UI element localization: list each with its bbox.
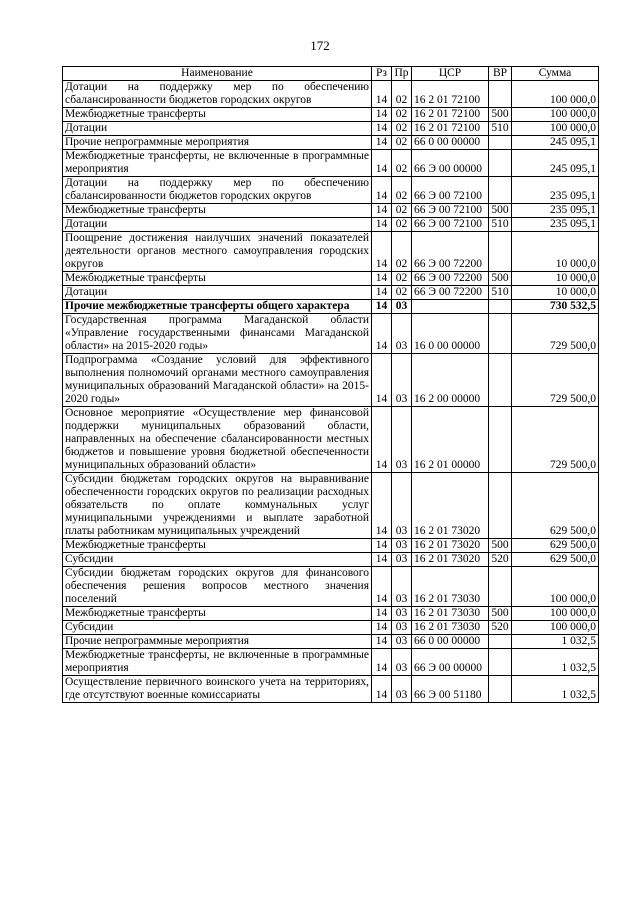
row-sum-cell: 10 000,0 <box>512 286 599 300</box>
row-vr-cell: 500 <box>489 204 512 218</box>
row-csr-cell: 16 0 00 00000 <box>412 314 489 354</box>
row-pr-cell: 03 <box>392 300 412 314</box>
row-sum-cell: 100 000,0 <box>512 81 599 108</box>
row-rz-cell: 14 <box>372 553 392 567</box>
row-name-cell: Дотации на поддержку мер по обеспечению сбалансированности бюджетов городских округов <box>63 81 372 108</box>
row-sum-cell: 629 500,0 <box>512 553 599 567</box>
header-rz: Рз <box>372 67 392 81</box>
row-name-cell: Дотации на поддержку мер по обеспечению сбалансированности бюджетов городских округов <box>63 177 372 204</box>
row-sum-cell: 729 500,0 <box>512 407 599 473</box>
row-pr-cell: 02 <box>392 204 412 218</box>
row-sum-cell: 10 000,0 <box>512 232 599 272</box>
table-row <box>63 81 599 108</box>
row-sum-cell: 100 000,0 <box>512 122 599 136</box>
table-row <box>63 621 599 635</box>
header-name: Наименование <box>63 67 372 81</box>
row-name-cell: Межбюджетные трансферты <box>63 607 372 621</box>
table-row <box>63 177 599 204</box>
row-vr-cell: 520 <box>489 621 512 635</box>
row-rz-cell: 14 <box>372 122 392 136</box>
row-vr-cell <box>489 314 512 354</box>
row-pr-cell: 02 <box>392 81 412 108</box>
row-csr-cell: 66 Э 00 72200 <box>412 286 489 300</box>
row-sum-cell: 729 500,0 <box>512 314 599 354</box>
row-vr-cell <box>489 150 512 177</box>
page-number: 172 <box>310 38 330 53</box>
row-sum-cell: 245 095,1 <box>512 136 599 150</box>
row-sum-cell: 235 095,1 <box>512 204 599 218</box>
row-name-cell: Межбюджетные трансферты <box>63 272 372 286</box>
row-vr-cell: 510 <box>489 286 512 300</box>
row-name-cell: Прочие межбюджетные трансферты общего характера <box>63 300 372 314</box>
row-vr-cell <box>489 177 512 204</box>
row-vr-cell: 500 <box>489 607 512 621</box>
row-sum-cell: 245 095,1 <box>512 150 599 177</box>
row-pr-cell: 03 <box>392 649 412 676</box>
row-csr-cell: 16 2 01 73030 <box>412 607 489 621</box>
row-name-cell: Межбюджетные трансферты, не включенные в программные мероприятия <box>63 150 372 177</box>
row-pr-cell: 02 <box>392 272 412 286</box>
row-csr-cell: 66 Э 00 72200 <box>412 232 489 272</box>
row-rz-cell: 14 <box>372 81 392 108</box>
row-rz-cell: 14 <box>372 473 392 539</box>
row-vr-cell <box>489 232 512 272</box>
row-pr-cell: 03 <box>392 635 412 649</box>
row-name-cell: Межбюджетные трансферты <box>63 108 372 122</box>
header-pr: Пр <box>392 67 412 81</box>
row-csr-cell: 66 Э 00 72200 <box>412 272 489 286</box>
row-name-cell: Субсидии бюджетам городских округов на выравнивание обеспеченности городских округов по реализации расходных обязательств по оплате коммунальных услуг муниципальными учреждениями и выплате заработной платы работникам муниципальных учреждений <box>63 473 372 539</box>
row-csr-cell: 16 2 01 72100 <box>412 122 489 136</box>
row-sum-cell: 235 095,1 <box>512 177 599 204</box>
row-vr-cell: 520 <box>489 553 512 567</box>
row-vr-cell <box>489 354 512 407</box>
table-body <box>63 81 599 703</box>
row-pr-cell: 02 <box>392 232 412 272</box>
row-csr-cell <box>412 300 489 314</box>
header-vr: ВР <box>489 67 512 81</box>
row-pr-cell: 03 <box>392 354 412 407</box>
row-pr-cell: 02 <box>392 177 412 204</box>
row-rz-cell: 14 <box>372 300 392 314</box>
row-pr-cell: 03 <box>392 407 412 473</box>
row-rz-cell: 14 <box>372 204 392 218</box>
row-pr-cell: 02 <box>392 108 412 122</box>
table-row <box>63 314 599 354</box>
table-row <box>63 635 599 649</box>
row-name-cell: Государственная программа Магаданской области «Управление государственными финансами Магаданской области» на 2015-2020 годы» <box>63 314 372 354</box>
row-name-cell: Дотации <box>63 286 372 300</box>
table-row <box>63 122 599 136</box>
row-rz-cell: 14 <box>372 286 392 300</box>
row-csr-cell: 16 2 01 73030 <box>412 621 489 635</box>
row-rz-cell: 14 <box>372 567 392 607</box>
row-vr-cell <box>489 676 512 703</box>
row-sum-cell: 629 500,0 <box>512 539 599 553</box>
row-name-cell: Подпрограмма «Создание условий для эффективного выполнения полномочий органами местного самоуправления муниципальных образований Магаданской области» на 2015-2020 годы» <box>63 354 372 407</box>
row-name-cell: Дотации <box>63 218 372 232</box>
row-rz-cell: 14 <box>372 177 392 204</box>
row-rz-cell: 14 <box>372 218 392 232</box>
row-name-cell: Осуществление первичного воинского учета на территориях, где отсутствуют военные комиссариаты <box>63 676 372 703</box>
row-name-cell: Субсидии <box>63 621 372 635</box>
table-row <box>63 218 599 232</box>
row-pr-cell: 02 <box>392 150 412 177</box>
table-row <box>63 136 599 150</box>
table-row <box>63 300 599 314</box>
row-vr-cell: 510 <box>489 122 512 136</box>
row-pr-cell: 03 <box>392 607 412 621</box>
row-sum-cell: 730 532,5 <box>512 300 599 314</box>
row-vr-cell: 510 <box>489 218 512 232</box>
table-row <box>63 272 599 286</box>
row-sum-cell: 10 000,0 <box>512 272 599 286</box>
row-vr-cell <box>489 300 512 314</box>
row-vr-cell: 500 <box>489 539 512 553</box>
table-row <box>63 539 599 553</box>
row-sum-cell: 235 095,1 <box>512 218 599 232</box>
row-rz-cell: 14 <box>372 314 392 354</box>
row-csr-cell: 66 0 00 00000 <box>412 136 489 150</box>
row-csr-cell: 16 2 01 73020 <box>412 539 489 553</box>
row-name-cell: Дотации <box>63 122 372 136</box>
row-rz-cell: 14 <box>372 108 392 122</box>
row-sum-cell: 1 032,5 <box>512 676 599 703</box>
table-row <box>63 649 599 676</box>
row-vr-cell <box>489 407 512 473</box>
row-name-cell: Субсидии <box>63 553 372 567</box>
row-rz-cell: 14 <box>372 607 392 621</box>
budget-table <box>62 66 599 703</box>
row-pr-cell: 02 <box>392 218 412 232</box>
row-vr-cell: 500 <box>489 108 512 122</box>
row-rz-cell: 14 <box>372 150 392 177</box>
row-sum-cell: 629 500,0 <box>512 473 599 539</box>
row-pr-cell: 03 <box>392 553 412 567</box>
row-csr-cell: 66 Э 00 00000 <box>412 649 489 676</box>
row-vr-cell <box>489 473 512 539</box>
row-name-cell: Межбюджетные трансферты, не включенные в программные мероприятия <box>63 649 372 676</box>
row-vr-cell <box>489 635 512 649</box>
row-name-cell: Межбюджетные трансферты <box>63 539 372 553</box>
row-csr-cell: 66 0 00 00000 <box>412 635 489 649</box>
row-pr-cell: 02 <box>392 122 412 136</box>
table-row <box>63 567 599 607</box>
row-csr-cell: 16 2 00 00000 <box>412 354 489 407</box>
row-rz-cell: 14 <box>372 621 392 635</box>
row-vr-cell <box>489 567 512 607</box>
row-pr-cell: 02 <box>392 136 412 150</box>
row-rz-cell: 14 <box>372 136 392 150</box>
row-sum-cell: 100 000,0 <box>512 607 599 621</box>
table-row <box>63 676 599 703</box>
table-row <box>63 232 599 272</box>
row-pr-cell: 03 <box>392 567 412 607</box>
row-name-cell: Поощрение достижения наилучших значений показателей деятельности органов местного самоуправления городских округов <box>63 232 372 272</box>
table-row <box>63 553 599 567</box>
table-row <box>63 204 599 218</box>
row-csr-cell: 66 Э 00 72100 <box>412 177 489 204</box>
row-rz-cell: 14 <box>372 539 392 553</box>
table-row <box>63 354 599 407</box>
row-name-cell: Прочие непрограммные мероприятия <box>63 136 372 150</box>
row-pr-cell: 03 <box>392 676 412 703</box>
table-row <box>63 407 599 473</box>
row-pr-cell: 03 <box>392 314 412 354</box>
header-sum: Сумма <box>512 67 599 81</box>
row-sum-cell: 1 032,5 <box>512 649 599 676</box>
row-pr-cell: 03 <box>392 473 412 539</box>
row-name-cell: Прочие непрограммные мероприятия <box>63 635 372 649</box>
row-vr-cell: 500 <box>489 272 512 286</box>
row-vr-cell <box>489 649 512 676</box>
row-pr-cell: 03 <box>392 539 412 553</box>
row-name-cell: Субсидии бюджетам городских округов для финансового обеспечения решения вопросов местного значения поселений <box>63 567 372 607</box>
row-csr-cell: 66 Э 00 51180 <box>412 676 489 703</box>
row-csr-cell: 66 Э 00 72100 <box>412 218 489 232</box>
row-csr-cell: 16 2 01 73020 <box>412 473 489 539</box>
row-rz-cell: 14 <box>372 635 392 649</box>
row-csr-cell: 16 2 01 73030 <box>412 567 489 607</box>
row-rz-cell: 14 <box>372 649 392 676</box>
row-rz-cell: 14 <box>372 354 392 407</box>
row-csr-cell: 16 2 01 00000 <box>412 407 489 473</box>
row-vr-cell <box>489 136 512 150</box>
header-csr: ЦСР <box>412 67 489 81</box>
table-row <box>63 286 599 300</box>
table-row <box>63 150 599 177</box>
row-rz-cell: 14 <box>372 407 392 473</box>
table-header-row <box>63 67 599 81</box>
row-pr-cell: 02 <box>392 286 412 300</box>
table-row <box>63 607 599 621</box>
row-sum-cell: 100 000,0 <box>512 567 599 607</box>
row-sum-cell: 100 000,0 <box>512 621 599 635</box>
table-row <box>63 108 599 122</box>
row-name-cell: Межбюджетные трансферты <box>63 204 372 218</box>
row-csr-cell: 16 2 01 72100 <box>412 108 489 122</box>
row-sum-cell: 729 500,0 <box>512 354 599 407</box>
row-rz-cell: 14 <box>372 232 392 272</box>
row-vr-cell <box>489 81 512 108</box>
row-rz-cell: 14 <box>372 676 392 703</box>
row-csr-cell: 66 Э 00 00000 <box>412 150 489 177</box>
row-csr-cell: 16 2 01 73020 <box>412 553 489 567</box>
row-name-cell: Основное мероприятие «Осуществление мер финансовой поддержки муниципальных образований области, направленных на обеспечение сбалансированности местных бюджетов и повышение уровня бюджетной обеспеченности муниципальных образований области» <box>63 407 372 473</box>
table-row <box>63 473 599 539</box>
row-sum-cell: 1 032,5 <box>512 635 599 649</box>
row-pr-cell: 03 <box>392 621 412 635</box>
row-sum-cell: 100 000,0 <box>512 108 599 122</box>
row-csr-cell: 16 2 01 72100 <box>412 81 489 108</box>
row-csr-cell: 66 Э 00 72100 <box>412 204 489 218</box>
row-rz-cell: 14 <box>372 272 392 286</box>
